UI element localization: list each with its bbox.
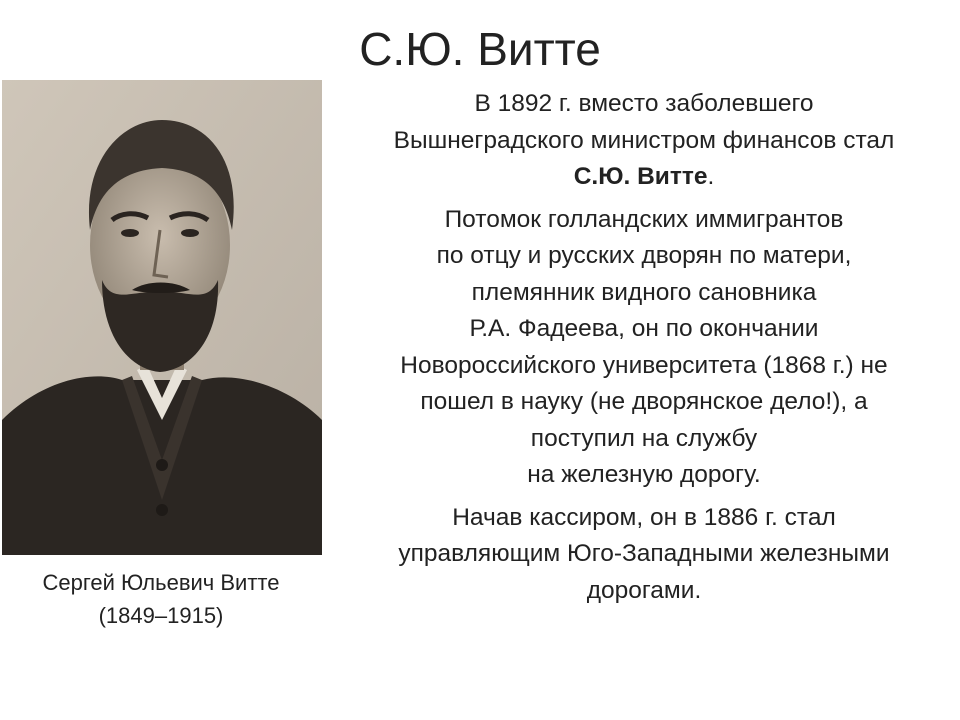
paragraph-1 <box>338 86 950 196</box>
p2-line-8: на железную дорогу. <box>527 461 761 488</box>
p1-line-3 <box>338 159 950 196</box>
p2-line-1: Потомок голландских иммигрантов <box>444 205 844 233</box>
slide-title: С.Ю. Витте <box>359 23 601 75</box>
caption-name: Сергей Юльевич Витте <box>42 570 280 595</box>
p1-line-1: В 1892 г. вместо заболевшего <box>474 90 814 117</box>
p1-line-3-tail: . <box>707 163 715 190</box>
p3-line-3: дорогами. <box>586 576 702 604</box>
p3-line-1: Начав кассиром, он в 1886 г. стал <box>452 503 836 531</box>
portrait-photo <box>2 80 322 555</box>
p2-line-5: Новороссийского университета (1868 г.) не <box>400 351 888 379</box>
body-text <box>338 86 950 615</box>
paragraph-2 <box>338 202 950 494</box>
p2-line-7: поступил на службу <box>530 424 758 452</box>
p2-line-3: племянник видного сановника <box>471 278 817 306</box>
p3-line-2: управляющим Юго-Западными железными <box>398 540 890 567</box>
paragraph-3 <box>338 500 950 610</box>
witte-name-bold: С.Ю. Витте <box>573 163 708 190</box>
p1-line-2: Вышнеградского министром финансов стал <box>393 126 895 154</box>
p2-line-4: Р.А. Фадеева, он по окончании <box>469 315 819 342</box>
p2-line-2: по отцу и русских дворян по матери, <box>436 242 852 269</box>
p2-line-6: пошел в науку (не дворянское дело!), а <box>420 388 868 415</box>
caption-years: (1849–1915) <box>98 603 224 628</box>
portrait-caption <box>0 566 322 632</box>
